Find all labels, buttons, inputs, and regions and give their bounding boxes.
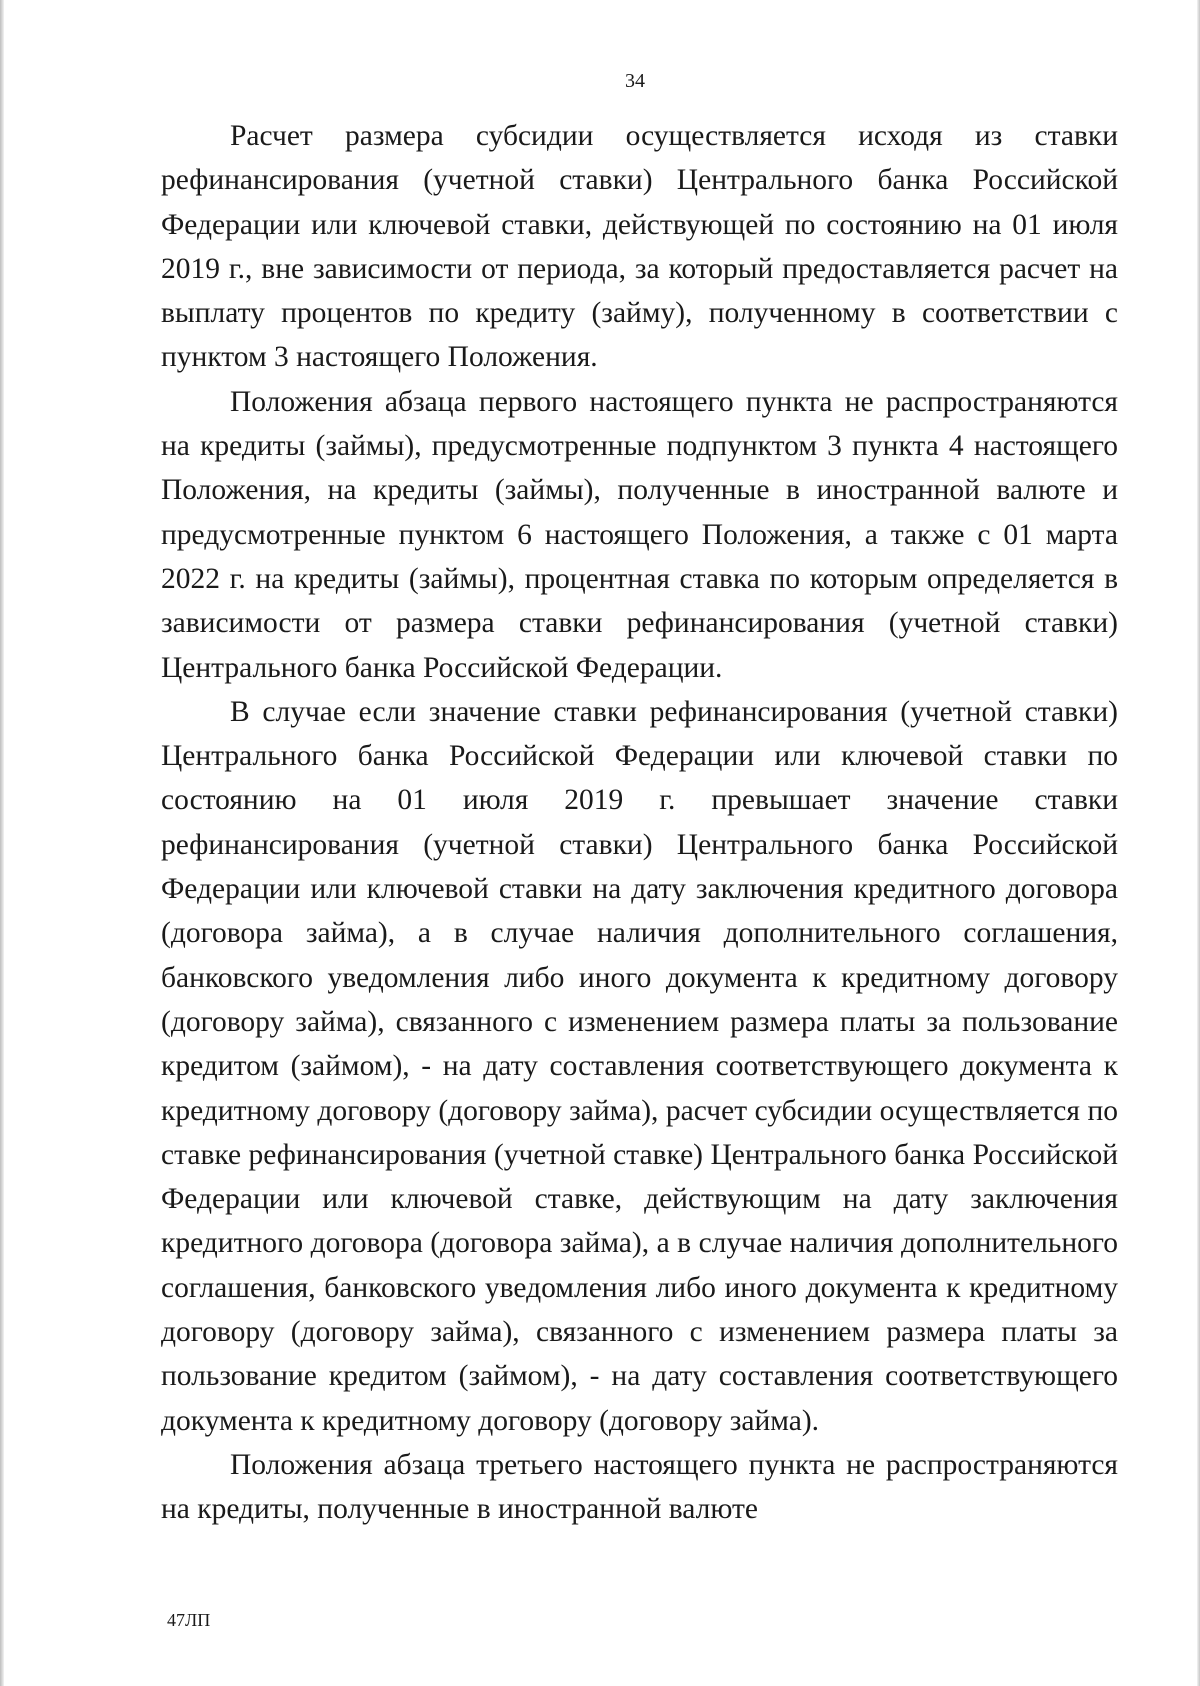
document-body [161,114,1118,1532]
paragraph-rate-exceeds: В случае если значение ставки рефинансирования (учетной ставки) Центрального банка Российской Федерации или ключевой ставки по состоянию на 01 июля 2019 г. превышает значение ставки рефинансирования (учетной ставки) Центрального банка Российской Федерации или ключевой ставки на дату заключения кредитного договора (договора займа), а в случае наличия дополнительного соглашения, банковского уведомления либо иного документа к кредитному договору (договору займа), связанного с изменением размера платы за пользование кредитом (займом), - на дату составления соответствующего документа к кредитному договору (договору займа), расчет субсидии осуществляется по ставке рефинансирования (учетной ставке) Центрального банка Российской Федерации или ключевой ставке, действующим на дату заключения кредитного договора (договора займа), а в случае наличия дополнительного соглашения, банковского уведомления либо иного документа к кредитному договору (договору займа), связанного с изменением размера платы за пользование кредитом (займом), - на дату составления соответствующего документа к кредитному договору (договору займа). [161,695,1118,1437]
scan-edge-left [0,0,4,1686]
paragraph-subsidy-calculation: Расчет размера субсидии осуществляется исходя из ставки рефинансирования (учетной ставки) Центрального банка Российской Федерации или ключевой ставки, действующей по состоянию на 01 июля 2019 г., вне зависимости от периода, за который предоставляется расчет на выплату процентов по кредиту (займу), полученному в соответствии с пунктом 3 настоящего Положения. [161,120,1118,374]
footer-code: 47ЛП [167,1610,211,1630]
paragraph-third-exceptions: Положения абзаца третьего настоящего пункта не распространяются на кредиты, полученные в иностранной валюте [161,1448,1118,1526]
paragraph-exceptions: Положения абзаца первого настоящего пункта не распространяются на кредиты (займы), предусмотренные подпунктом 3 пункта 4 настоящего Положения, на кредиты (займы), полученные в иностранной валюте и предусмотренные пунктом 6 настоящего Положения, а также с 01 марта 2022 г. на кредиты (займы), процентная ставка по которым определяется в зависимости от размера ставки рефинансирования (учетной ставки) Центрального банка Российской Федерации. [161,385,1118,684]
page-number: 34 [625,70,645,92]
